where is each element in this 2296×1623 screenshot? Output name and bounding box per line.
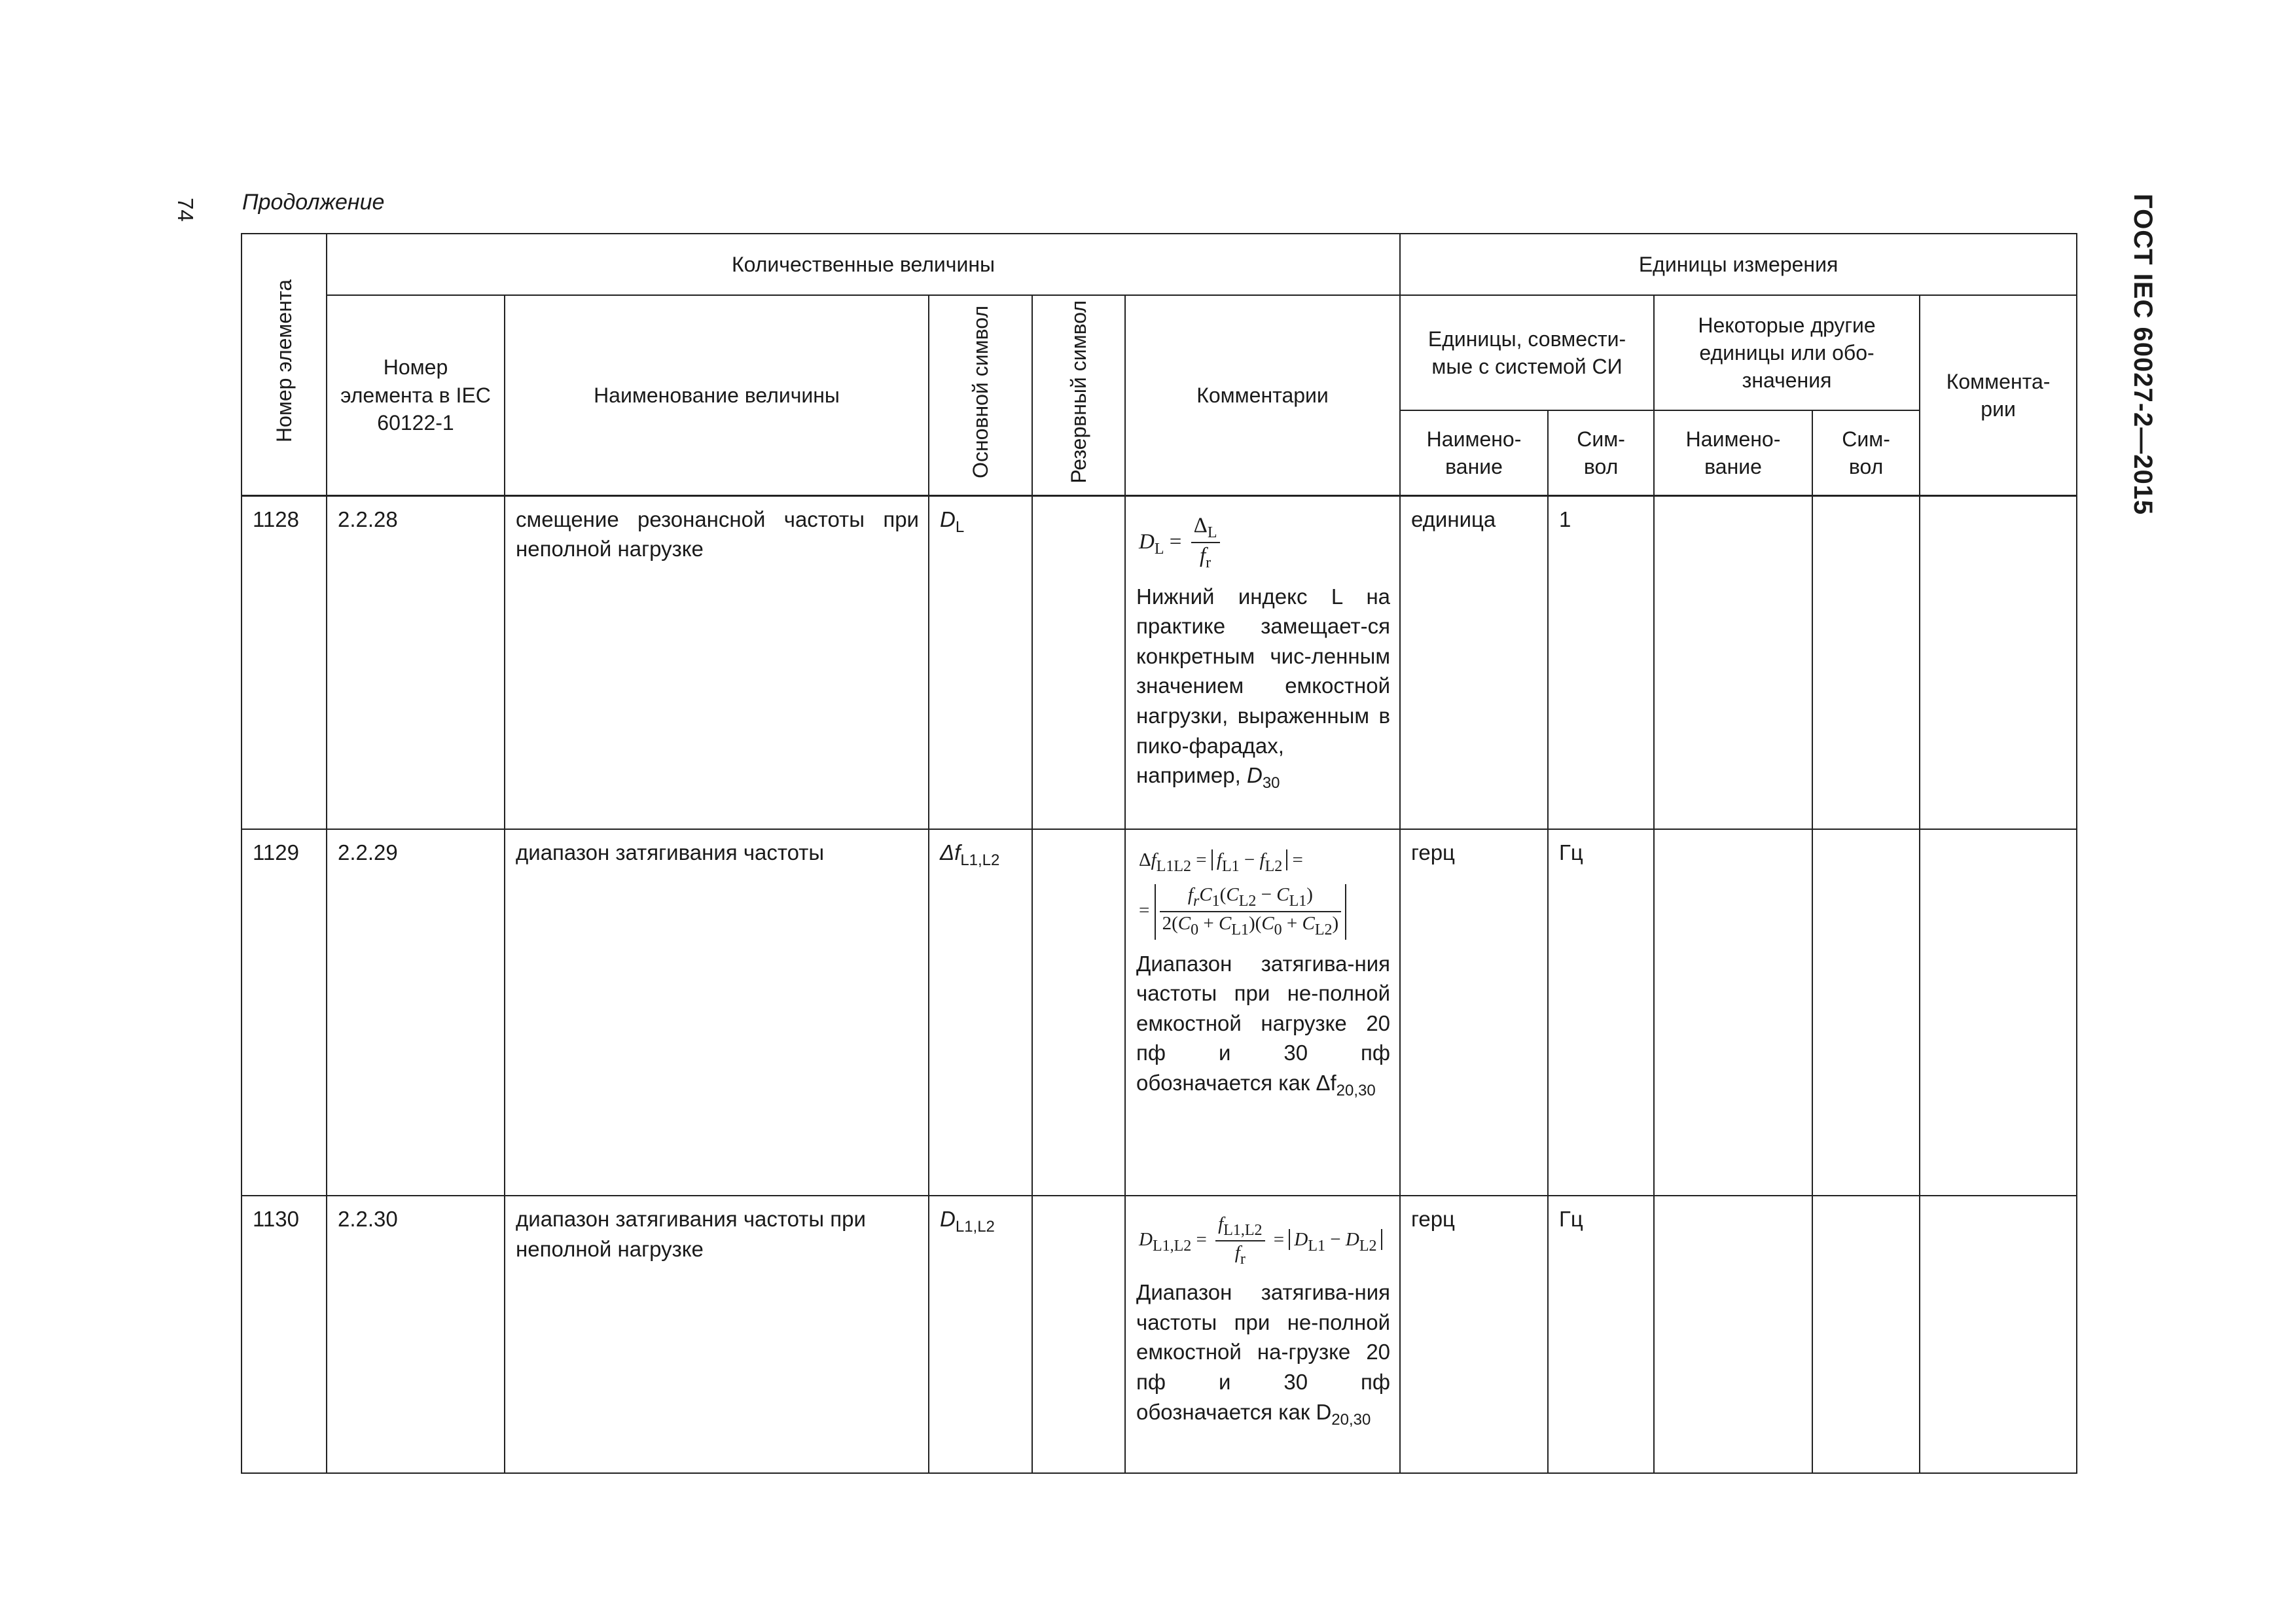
formula-1129: $\Delta f_{L1L2} = f_{L1} - f_{L2}$ = = $\frac{f_rC_1(C_{L2} - C_{L1})}{2(C_0 + C_{L1})(C_0 + C_{L2})}$ [1139,847,1390,940]
row-number: 1128 [242,495,327,829]
formula-1130: $D_{L1,L2}$ = $\frac{f_{L1,L2}}{f_r}$ = $D_{L1} - D_{L2}$ [1139,1213,1390,1268]
page-number: 74 [173,198,198,222]
row-unit-comment [1920,1196,2077,1473]
header-other-name: Наимено-вание [1654,410,1812,495]
row-main-symbol: $\Delta f_{L1,L2}$ [929,829,1032,1196]
row-number: 1129 [242,829,327,1196]
quantities-table [241,233,2077,1474]
row-comment: $D_{L1,L2}$ = $\frac{f_{L1,L2}}{f_r}$ = $D_{L1} - D_{L2}$ Диапазон затягива-ния частоты при не-полной емкостной на-грузке 20 пф и 30 пф обозначается как $D_{20,30}$ [1125,1196,1400,1473]
row-other-name [1654,829,1812,1196]
continuation-label: Продолжение [242,190,385,215]
row-unit-name: единица [1400,495,1548,829]
row-unit-symbol: 1 [1548,495,1654,829]
table-row [242,1196,2077,1473]
row-comment: $D_L$ = $\frac{\Delta_L}{f_r}$ Нижний индекс L на практике замещает-ся конкретным чис-ленным значением емкостной нагрузки, выраженным в пико-фарадах, например, $D_{30}$ [1125,495,1400,829]
header-quantities: Количественные величины [327,234,1400,295]
row-reserve-symbol [1032,1196,1125,1473]
standard-designation: ГОСТ IEC 60027-2—2015 [2128,194,2157,516]
row-unit-comment [1920,495,2077,829]
row-main-symbol: $D_L$ [929,495,1032,829]
row-other-symbol [1812,829,1920,1196]
row-other-name [1654,1196,1812,1473]
header-reserve-symbol: Резервный символ [1032,295,1125,495]
header-other-symbol: Сим-вол [1812,410,1920,495]
header-iec-number: Номер элемента в IEC 60122-1 [327,295,505,495]
header-si-name: Наимено-вание [1400,410,1548,495]
header-si-units: Единицы, совмести-мые с системой СИ [1400,295,1654,410]
row-quantity-name: диапазон затягивания частоты при неполной нагрузке [505,1196,929,1473]
row-unit-name: герц [1400,829,1548,1196]
table-row [242,829,2077,1196]
header-comments: Комментарии [1125,295,1400,495]
row-iec-number: 2.2.30 [327,1196,505,1473]
row-other-symbol [1812,495,1920,829]
row-unit-comment [1920,829,2077,1196]
header-si-symbol: Сим-вол [1548,410,1654,495]
row-number: 1130 [242,1196,327,1473]
row-quantity-name: диапазон затягивания частоты [505,829,929,1196]
header-main-symbol: Основной символ [929,295,1032,495]
row-main-symbol: $D_{L1,L2}$ [929,1196,1032,1473]
row-unit-symbol: Гц [1548,829,1654,1196]
row-unit-name: герц [1400,1196,1548,1473]
row-iec-number: 2.2.29 [327,829,505,1196]
row-unit-symbol: Гц [1548,1196,1654,1473]
row-iec-number: 2.2.28 [327,495,505,829]
table-row [242,495,2077,829]
header-units: Единицы измерения [1400,234,2077,295]
row-reserve-symbol [1032,495,1125,829]
row-other-name [1654,495,1812,829]
row-other-symbol [1812,1196,1920,1473]
row-reserve-symbol [1032,829,1125,1196]
header-element-number: Номер элемента [242,234,327,495]
row-comment: $\Delta f_{L1L2} = f_{L1} - f_{L2}$ = = $\frac{f_rC_1(C_{L2} - C_{L1})}{2(C_0 + C_{L1})(C_0 + C_{L2})}$ Диапазон затягива-ния частоты при не-полной емкостной нагрузке 20 пф и 30 пф обозначается как $\Delta f_{20,30}$ [1125,829,1400,1196]
formula-1128: $D_L$ = $\frac{\Delta_L}{f_r}$ [1139,514,1390,573]
header-quantity-name: Наименование величины [505,295,929,495]
header-unit-comments: Коммента-рии [1920,295,2077,495]
row-quantity-name: смещение резонансной частоты при неполной нагрузке [505,495,929,829]
header-other-units: Некоторые другие единицы или обо-значения [1654,295,1920,410]
